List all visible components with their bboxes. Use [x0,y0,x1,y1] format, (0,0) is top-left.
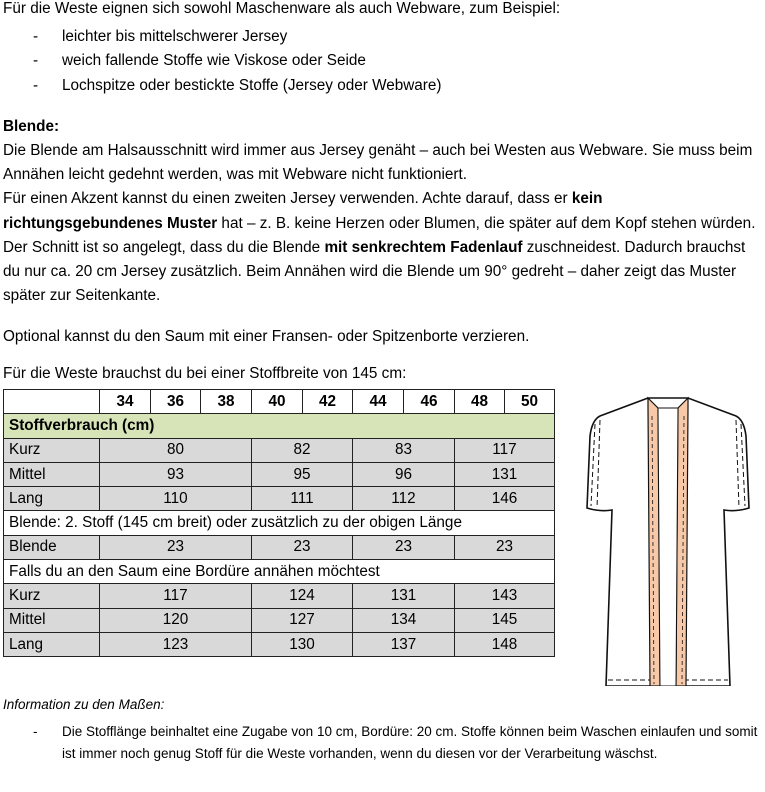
value-cell: 130 [252,632,353,656]
info-section [3,695,763,765]
table-row [4,584,555,608]
table-corner [4,390,100,414]
list-item: - Die Stofflänge beinhaltet eine Zugabe von 10 cm, Bordüre: 20 cm. Stoffe können beim Waschen einlaufen und somit ist immer noch genug Stoff für die Weste vorhanden, wenn du diesen vor der Verarbeitung wäschst. [3,721,763,765]
value-cell: 117 [100,584,252,608]
value-cell: 124 [252,584,353,608]
blende-paragraph-2: Für einen Akzent kannst du einen zweiten Jersey verwenden. Achte darauf, dass er kein richtungsgebundenes Muster hat – z. B. keine Herzen oder Blumen, die später auf dem Kopf stehen würden. Der Schnitt ist so angelegt, dass du die Blende mit senkrechtem Fadenlauf zuschneidest. Dadurch brauchst du nur ca. 20 cm Jersey zusätzlich. Beim Annähen wird die Blende um 90° gedreht – daher zeigt das Muster später zur Seitenkante. [3,190,756,305]
row-label: Kurz [4,584,100,608]
row-label: Kurz [4,438,100,462]
size-cell: 38 [201,390,252,414]
row-label: Lang [4,487,100,511]
intro-text: Für die Weste eignen sich sowohl Maschenware als auch Webware, zum Beispiel: [3,0,561,17]
value-cell: 80 [100,438,252,462]
size-cell: 48 [455,390,505,414]
row-label: Lang [4,632,100,656]
table-intro: Für die Weste brauchst du bei einer Stoffbreite von 145 cm: [3,364,407,382]
value-cell: 93 [100,462,252,486]
value-cell: 131 [353,584,455,608]
row-label: Mittel [4,462,100,486]
size-cell: 34 [100,390,151,414]
vest-illustration [586,396,750,686]
value-cell: 134 [353,608,455,632]
vest-inside [658,408,678,686]
table-row [4,632,555,656]
table-row [4,535,555,559]
value-cell: 95 [252,462,353,486]
table-row [4,487,555,511]
value-cell: 23 [252,535,353,559]
row-label: Blende [4,535,100,559]
blende-heading: Blende: [3,117,60,135]
blende-paragraph-1: Die Blende am Halsausschnitt wird immer aus Jersey genäht – auch bei Westen aus Webware. Sie muss beim Annähen leicht gedehnt werden, was mit Webware nicht funktioniert. [3,142,753,184]
value-cell: 82 [252,438,353,462]
value-cell: 137 [353,632,455,656]
row-label: Mittel [4,608,100,632]
value-cell: 145 [455,608,555,632]
info-note: Information zu den Maßen: [3,697,165,712]
value-cell: 23 [100,535,252,559]
value-cell: 83 [353,438,455,462]
list-item: - leichter bis mittelschwerer Jersey [3,25,763,49]
value-cell: 120 [100,608,252,632]
optional-text: Optional kannst du den Saum mit einer Fransen- oder Spitzenborte verzieren. [3,328,530,346]
section-title: Stoffverbrauch (cm) [4,414,555,438]
size-cell: 42 [303,390,353,414]
size-cell: 46 [404,390,455,414]
value-cell: 110 [100,487,252,511]
list-item: - Lochspitze oder bestickte Stoffe (Jersey oder Webware) [3,74,763,98]
value-cell: 146 [455,487,555,511]
value-cell: 131 [455,462,555,486]
value-cell: 117 [455,438,555,462]
value-cell: 23 [455,535,555,559]
table-row [4,608,555,632]
section-row [4,511,555,535]
table-row [4,438,555,462]
value-cell: 123 [100,632,252,656]
value-cell: 111 [252,487,353,511]
size-cell: 50 [505,390,555,414]
value-cell: 112 [353,487,455,511]
section-row [4,560,555,584]
section-row [4,414,555,438]
size-header-row [4,390,555,414]
value-cell: 148 [455,632,555,656]
section-title: Blende: 2. Stoff (145 cm breit) oder zusätzlich zu der obigen Länge [4,511,555,535]
list-item: - weich fallende Stoffe wie Viskose oder Seide [3,49,763,73]
value-cell: 127 [252,608,353,632]
size-cell: 36 [151,390,201,414]
info-list [3,721,763,765]
fabric-table [3,389,555,657]
value-cell: 143 [455,584,555,608]
size-cell: 40 [252,390,303,414]
value-cell: 23 [353,535,455,559]
section-title: Falls du an den Saum eine Bordüre annähen möchtest [4,560,555,584]
table-row [4,462,555,486]
document-page [3,0,763,386]
value-cell: 96 [353,462,455,486]
size-cell: 44 [353,390,404,414]
fabric-list [3,25,763,98]
